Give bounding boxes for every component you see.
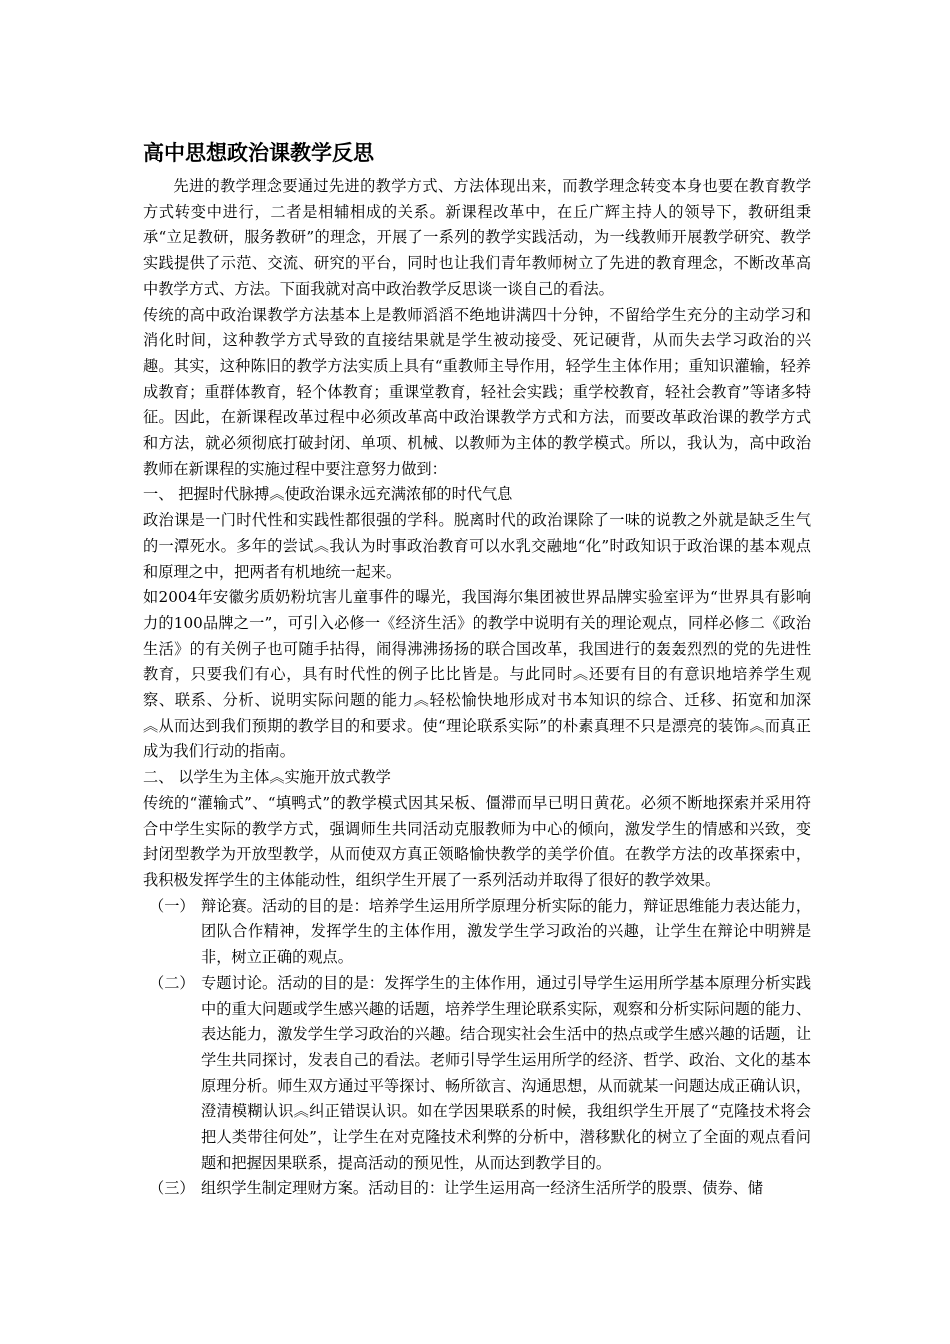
list-item-number: （二） — [149, 973, 195, 992]
list-item-text: 专题讨论。活动的目的是：发挥学生的主体作用，通过引导学生运用所学基本原理分析实践中的重大问题或学生感兴趣的话题，培养学生理论联系实际，观察和分析实际问题的能力、表达能力，激发学生学习政治的兴趣。结合现实社会生活中的热点或学生感兴趣的话题，让学生共同探讨，发表自己的看法。老师引导学生运用所学的经济、哲学、政治、文化的基本原理分析。师生双方通过平等探讨、畅所欲言、沟通思想，从而就某一问题达成正确认识，澄清模糊认识︽纠正错误认识。如在学因果联系的时候，我组织学生开展了“克隆技术将会把人类带往何处”，让学生在对克隆技术利弊的分析中，潜移默化的树立了全面的观点看问题和把握因果联系，提高活动的预见性，从而达到教学目的。 — [201, 973, 811, 1172]
paragraph-section1-b: 如2004年安徽劣质奶粉坑害儿童事件的曝光，我国海尔集团被世界品牌实验室评为“世界具有影响力的100品牌之一”，可引入必修一《经济生活》的教学中说明有关的理论观点，同样必修二《政治生活》的有关例子也可随手拈得，闹得沸沸扬扬的联合国改革，我国进行的轰轰烈烈的党的先进性教育，只要我们有心，具有时代性的例子比比皆是。与此同时︽还要有目的有意识地培养学生观察、联系、分析、说明实际问题的能力︽轻松愉快地形成对书本知识的综合、迁移、拓宽和加深︽从而达到我们预期的教学目的和要求。使“理论联系实际”的朴素真理不只是漂亮的装饰︽而真正成为我们行动的指南。 — [143, 588, 811, 761]
list-item-number: （一） — [149, 896, 195, 915]
list-item — [143, 1176, 811, 1202]
list-item — [143, 894, 811, 971]
list-item — [143, 971, 811, 1177]
list-item-text: 组织学生制定理财方案。活动目的：让学生运用高一经济生活所学的股票、债券、储 — [201, 1179, 763, 1198]
document-title: 高中思想政治课教学反思 — [143, 141, 374, 165]
list-item-number: （三） — [149, 1179, 195, 1198]
section-heading-1: 一、 把握时代脉搏︽使政治课永远充满浓郁的时代气息 — [143, 485, 513, 504]
paragraph-intro: 先进的教学理念要通过先进的教学方式、方法体现出来，而教学理念转变本身也要在教育教学方式转变中进行，二者是相辅相成的关系。新课程改革中，在丘广辉主持人的领导下，教研组秉承“立足教研，服务教研”的理念，开展了一系列的教学实践活动，为一线教师开展教学研究、教学实践提供了示范、交流、研究的平台，同时也让我们青年教师树立了先进的教育理念，不断改革高中教学方式、方法。下面我就对高中政治教学反思谈一谈自己的看法。 — [143, 177, 811, 298]
paragraph-traditional-methods: 传统的高中政治课教学方法基本上是教师滔滔不绝地讲满四十分钟，不留给学生充分的主动学习和消化时间，这种教学方式导致的直接结果就是学生被动接受、死记硬背，从而失去学习政治的兴趣。其实，这种陈旧的教学方法实质上具有“重教师主导作用，轻学生主体作用；重知识灌输，轻养成教育；重群体教育，轻个体教育；重课堂教育，轻社会实践；重学校教育，轻社会教育”等诸多特征。因此，在新课程改革过程中必须改革高中政治课教学方式和方法，而要改革政治课的教学方式和方法，就必须彻底打破封闭、单项、机械、以教师为主体的教学模式。所以，我认为，高中政治教师在新课程的实施过程中要注意努力做到： — [143, 305, 811, 478]
document-body — [143, 174, 811, 1202]
paragraph-section1-a: 政治课是一门时代性和实践性都很强的学科。脱离时代的政治课除了一味的说教之外就是缺乏生气的一潭死水。多年的尝试︽我认为时事政治教育可以水乳交融地“化”时政知识于政治课的基本观点和原理之中，把两者有机地统一起来。 — [143, 511, 811, 581]
section-heading-2: 二、 以学生为主体︽实施开放式教学 — [143, 768, 391, 787]
list-item-text: 辩论赛。活动的目的是：培养学生运用所学原理分析实际的能力，辩证思维能力表达能力，团队合作精神，发挥学生的主体作用，激发学生学习政治的兴趣，让学生在辩论中明辨是非，树立正确的观点。 — [201, 896, 811, 967]
paragraph-section2-a: 传统的“灌输式”、“填鸭式”的教学模式因其呆板、僵滞而早已明日黄花。必须不断地探索并采用符合中学生实际的教学方式，强调师生共同活动克服教师为中心的倾向，激发学生的情感和兴致，变封闭型教学为开放型教学，从而使双方真正领略愉快教学的美学价值。在教学方法的改革探索中，我积极发挥学生的主体能动性，组织学生开展了一系列活动并取得了很好的教学效果。 — [143, 793, 811, 889]
